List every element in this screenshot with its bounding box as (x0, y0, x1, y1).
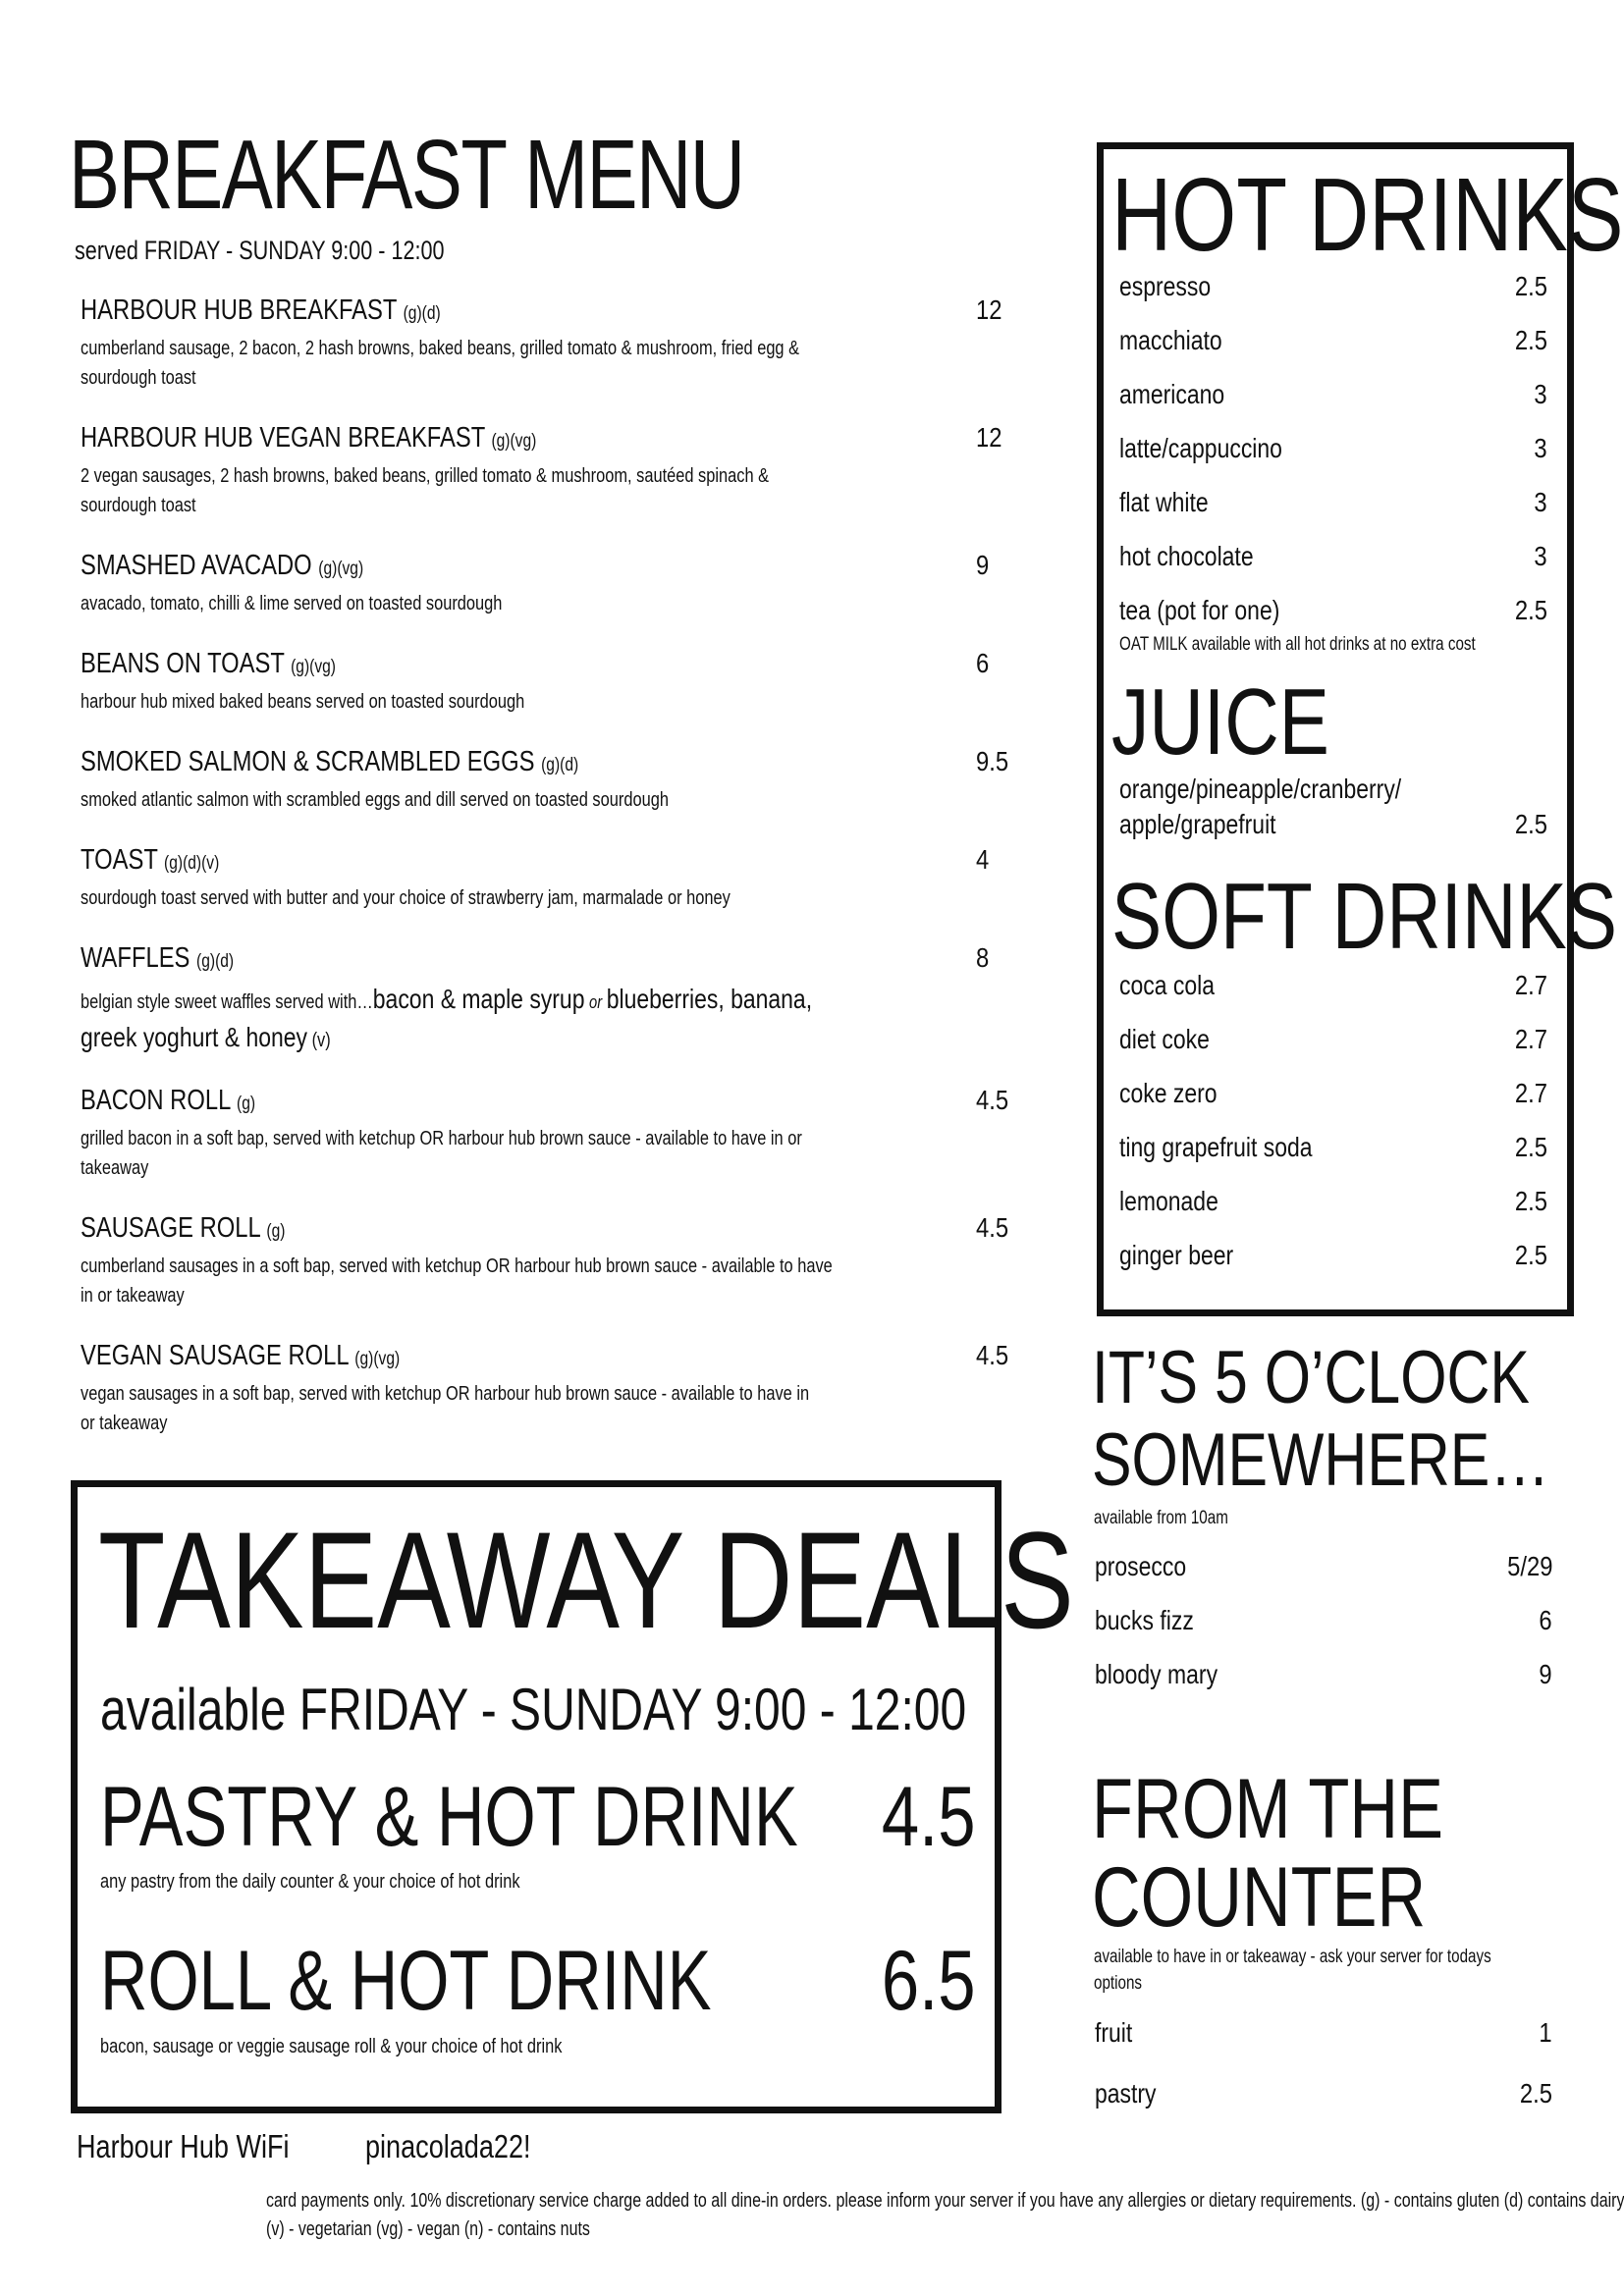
drink-row: ginger beer 2.5 (1119, 1240, 1547, 1270)
item-name: BACON ROLL (g) (81, 1085, 256, 1116)
item-price: 4.5 (976, 1340, 1009, 1370)
drink-row: coca cola 2.7 (1119, 970, 1547, 1000)
drink-row: tea (pot for one) 2.5 (1119, 595, 1547, 625)
item-name: SAUSAGE ROLL (g) (81, 1212, 286, 1244)
item-name: SMOKED SALMON & SCRAMBLED EGGS (g)(d) (81, 746, 579, 777)
counter-title-2: COUNTER (1092, 1850, 1427, 1945)
drink-row: diet coke 2.7 (1119, 1024, 1547, 1054)
item-desc: sourdough toast served with butter and your choice of strawberry jam, marmalade or honey (81, 887, 731, 909)
item-tags: (g)(vg) (491, 431, 537, 452)
item-desc: cumberland sausages in a soft bap, served with ketchup OR harbour hub brown sauce - available to have in or takeaway (81, 1255, 833, 1307)
drink-row: latte/cappuccino 3 (1119, 433, 1547, 463)
wifi-label: Harbour Hub WiFi (77, 2128, 290, 2164)
item-name: WAFFLES (g)(d) (81, 942, 235, 974)
item-name: HARBOUR HUB BREAKFAST (g)(d) (81, 294, 441, 326)
item-name: BEANS ON TOAST (g)(vg) (81, 648, 336, 679)
five-oclock-title-2: SOMEWHERE… (1092, 1418, 1550, 1502)
deal-desc: bacon, sausage or veggie sausage roll & your choice of hot drink (100, 2036, 563, 2057)
hot-drinks-title: HOT DRINKS (1111, 157, 1624, 273)
takeaway-title: TAKEAWAY DEALS (98, 1503, 1074, 1657)
drink-row: bloody mary 9 (1095, 1659, 1552, 1689)
drink-row: prosecco 5/29 (1095, 1551, 1552, 1581)
deal-price: 4.5 (882, 1770, 976, 1864)
juice-line: orange/pineapple/cranberry/ (1119, 774, 1402, 804)
item-desc: cumberland sausage, 2 bacon, 2 hash browns, baked beans, grilled tomato & mushroom, fried egg & sourdough toast (81, 338, 800, 389)
item-price: 12 (976, 294, 1002, 325)
footer-note: card payments only. 10% discretionary service charge added to all dine-in orders. please inform your server if you have any allergies or dietary requirements. (g) - contains gluten (d) contains dairy (v) - vegetarian (vg) - vegan (n) - contains nuts (266, 2190, 1624, 2240)
item-price: 12 (976, 422, 1002, 453)
takeaway-availability: available FRIDAY - SUNDAY 9:00 - 12:00 (100, 1677, 967, 1742)
menu-item (81, 422, 1003, 520)
item-tags: (g) (266, 1221, 286, 1242)
deal-price: 6.5 (882, 1934, 976, 2028)
drink-row: lemonade 2.5 (1119, 1186, 1547, 1216)
drink-row: ting grapefruit soda 2.5 (1119, 1132, 1547, 1162)
counter-row: fruit 1 (1095, 2017, 1552, 2048)
drink-row: flat white 3 (1119, 487, 1547, 517)
item-desc: vegan sausages in a soft bap, served with ketchup OR harbour hub brown sauce - available to have in or takeaway (81, 1383, 810, 1434)
five-oclock-note: available from 10am (1094, 1508, 1228, 1528)
counter-note-2: options (1094, 1973, 1143, 1994)
menu-item (81, 550, 1003, 618)
item-price: 8 (976, 942, 990, 973)
deal-name: ROLL & HOT DRINK (100, 1934, 712, 2028)
counter-note: available to have in or takeaway - ask your server for todays (1094, 1947, 1491, 1967)
juice-title: JUICE (1111, 669, 1329, 774)
deal-name: PASTRY & HOT DRINK (100, 1770, 798, 1864)
breakfast-subtitle: served FRIDAY - SUNDAY 9:00 - 12:00 (75, 236, 445, 265)
item-desc: avacado, tomato, chilli & lime served on toasted sourdough (81, 593, 503, 614)
item-price: 4 (976, 844, 990, 875)
item-desc: grilled bacon in a soft bap, served with ketchup OR harbour hub brown sauce - available to have in or takeaway (81, 1128, 802, 1179)
drink-row: coke zero 2.7 (1119, 1078, 1547, 1108)
item-tags: (g)(vg) (354, 1349, 401, 1369)
menu-item (81, 844, 1003, 913)
drink-row: apple/grapefruit 2.5 (1119, 809, 1547, 839)
menu-item (81, 1085, 1009, 1183)
wifi-password: pinacolada22! (365, 2128, 531, 2164)
item-tags: (g)(d) (541, 755, 579, 775)
drink-row: espresso 2.5 (1119, 271, 1547, 301)
item-tags: (g)(d) (403, 303, 441, 324)
item-tags: (g) (237, 1094, 256, 1114)
item-name: TOAST (g)(d)(v) (81, 844, 220, 876)
item-desc: harbour hub mixed baked beans served on toasted sourdough (81, 691, 525, 713)
item-price: 6 (976, 648, 990, 678)
menu-item (81, 1340, 1009, 1438)
item-desc: 2 vegan sausages, 2 hash browns, baked beans, grilled tomato & mushroom, sautéed spinach & sourdough toast (81, 465, 770, 516)
drink-row: americano 3 (1119, 379, 1547, 409)
item-tags: (g)(vg) (318, 559, 364, 579)
item-name: VEGAN SAUSAGE ROLL (g)(vg) (81, 1340, 401, 1371)
menu-item (81, 1212, 1009, 1310)
item-tags: (g)(d) (196, 951, 235, 972)
item-name: HARBOUR HUB VEGAN BREAKFAST (g)(vg) (81, 422, 537, 454)
counter-row: pastry 2.5 (1095, 2078, 1552, 2109)
menu-item (81, 942, 1003, 1058)
menu-item (81, 648, 1003, 717)
soft-drinks-title: SOFT DRINKS (1111, 864, 1617, 969)
counter-title: FROM THE (1092, 1762, 1444, 1856)
five-oclock-title: IT’S 5 O’CLOCK (1092, 1336, 1530, 1419)
item-name: SMASHED AVACADO (g)(vg) (81, 550, 364, 581)
oat-milk-note: OAT MILK available with all hot drinks at no extra cost (1119, 634, 1476, 655)
item-price: 9.5 (976, 746, 1009, 776)
item-desc: belgian style sweet waffles served with…bacon & maple syrup or blueberries, banana, greek yoghurt & honey (v) (81, 984, 813, 1052)
deal-desc: any pastry from the daily counter & your choice of hot drink (100, 1871, 520, 1893)
drink-row: macchiato 2.5 (1119, 325, 1547, 355)
item-price: 9 (976, 550, 990, 580)
breakfast-title: BREAKFAST MENU (69, 120, 744, 230)
drink-row: hot chocolate 3 (1119, 541, 1547, 571)
item-tags: (g)(vg) (291, 657, 336, 677)
item-tags: (g)(d)(v) (164, 853, 220, 874)
item-price: 4.5 (976, 1085, 1009, 1115)
item-desc: smoked atlantic salmon with scrambled eggs and dill served on toasted sourdough (81, 789, 669, 811)
item-price: 4.5 (976, 1212, 1009, 1243)
menu-item (81, 294, 1003, 393)
menu-item (81, 746, 1009, 815)
drink-row: bucks fizz 6 (1095, 1605, 1552, 1635)
